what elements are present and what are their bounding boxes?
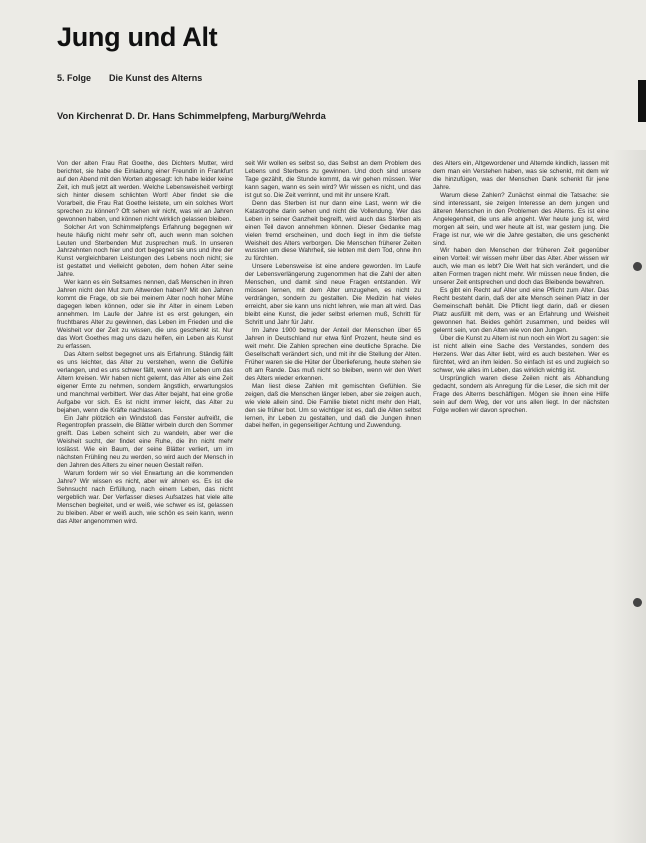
paragraph: des Alters ein, Altgewordener und Alternde kindlich, lassen mit dem man ein Verstehen haben, was sie schenkt, mit dem wir die hinzufügen, was der Menschen Dank schenkt für jene Jahre. — [433, 160, 609, 191]
article-title: Jung und Alt — [57, 22, 218, 52]
paragraph: Wir haben den Menschen der früheren Zeit gegenüber einen Vorteil: wir wissen mehr über das Alter. Aber wissen wir auch, wie man es lebt? Die Welt hat sich verändert, und die alten Formen tragen nicht mehr. Wir müssen neue finden, die unserer Zeit entsprechen und doch das Bleibende bewahren. — [433, 247, 609, 287]
text-column-3 — [433, 160, 609, 842]
paragraph: Das Altern selbst begegnet uns als Erfahrung. Ständig fällt es uns leichter, das Alter zu verstehen, wenn die Gefühle verlangen, und es uns schwer fällt, wenn wir im Leben um das Altern kreisen. Wir haben nicht gelernt, das Alter als eine Zeit eigener Ernte zu nehmen, sondern ängstlich, erwartungslos und manchmal verbittert. Wer das Alter bejaht, hat eine große Aufgabe vor sich. Es ist nicht immer leicht, das Alter zu bejahen, wenn die Kräfte nachlassen. — [57, 350, 233, 414]
text-column-2 — [245, 160, 421, 842]
author-byline: Von Kirchenrat D. Dr. Hans Schimmelpfeng, Marburg/Wehrda — [57, 111, 326, 121]
paragraph: Solcher Art von Schimmelpfengs Erfahrung begegnen wir heute häufig nicht mehr sehr oft, auch wenn man solchen Leuten und Sterbenden Mut zusprechen muß. In unseren Jahrzehnten noch hier und dort begegnet sie uns und ihre der Kunst vergleichbaren Leistungen des Lebens noch nicht; sie ist gestattet und vielleicht geboten, dem hohen Alter seine Jahre. — [57, 223, 233, 279]
paragraph: seit Wir wollen es selbst so, das Selbst an dem Problem des Lebens und Sterbens zu gewinnen. Und doch sind unsere Tage gezählt, die Stunde kommt, da wir gehen müssen. Wer kann sagen, wann es sein wird? Wir wissen es nicht, und das ist gut so. Die Zeit verrinnt, und mit ihr unsere Kraft. — [245, 160, 421, 199]
paragraph: Ein Jahr plötzlich ein Windstoß das Fenster aufreißt, die Regentropfen prasseln, die Blätter wirbeln durch den Sommer greift. Das Leben scheint sich zu wandeln, aber wer die Weisheit sucht, der findet eine Ruhe, die ihn nicht mehr loslässt. Wie ein Baum, der seine Blätter verliert, um im nächsten Frühling neu zu werden, so wird auch der Mensch in den Jahren des Alters zu einer neuen Gestalt reifen. — [57, 414, 233, 470]
paragraph: Unsere Lebensweise ist eine andere geworden. Im Laufe der Lebensverlängerung zugenommen hat die Zahl der alten Menschen, und damit sind neue Fragen entstanden. Wir müssen lernen, mit dem Alter umzugehen, es nicht zu verdrängen, sondern zu gestalten. Die Medizin hat vieles erreicht, aber sie kann uns nicht lehren, wie man alt wird. Das bleibt eine Kunst, die jeder selbst erlernen muß, Schritt für Schritt und Jahr für Jahr. — [245, 263, 421, 327]
series-number: 5. Folge — [57, 73, 92, 83]
paragraph: Über die Kunst zu Altern ist nun noch ein Wort zu sagen: sie ist nicht allein eine Sache des Verstandes, sondern des Herzens. Wer das Alter liebt, wird es auch bestehen. Wer es fürchtet, wird an ihm leiden. So einfach ist es und zugleich so schwer, wie alles im Leben, das wirklich wichtig ist. — [433, 334, 609, 374]
paragraph: Wer kann es ein Seltsames nennen, daß Menschen in ihren Jahren nicht den Mut zum Altwerden haben? Mit den Jahren kommt die Frage, ob sie bei meinem Alter noch hoher Mühe dagegen leben können, oder sie ihr Alter in einem Leben annehmen. Im Laufe der Jahre ist es erst gelungen, ein fruchtbares Alter zu gewinnen, das Leben im Frieden und die Weisheit vor der Zeit zu wissen, die uns geschenkt ist. Nur das Wort Goethes mag uns dazu helfen, ein Leben als Kunst zu erfassen. — [57, 279, 233, 350]
paragraph: Es gibt ein Recht auf Alter und eine Pflicht zum Alter. Das Recht besteht darin, daß der alte Mensch seinen Platz in der Gemeinschaft behält. Die Pflicht liegt darin, daß er diesen Platz ausfüllt mit dem, was er an Erfahrung und Weisheit gewonnen hat. Beides gehört zusammen, und beides will gelernt sein, von den Alten wie von den Jungen. — [433, 287, 609, 335]
paragraph: Denn das Sterben ist nur dann eine Last, wenn wir die Katastrophe darin sehen und nicht die Vollendung. Wer das Leben in seiner Ganzheit begreift, wird auch das Sterben als einen Teil davon annehmen können. Dieser Gedanke mag vielen fremd erscheinen, und doch liegt in ihm die tiefste Weisheit des Alters verborgen. Die Menschen früherer Zeiten wussten um diese Wahrheit, sie lebten mit dem Tod, ohne ihn zu fürchten. — [245, 199, 421, 263]
text-column-1 — [57, 160, 233, 842]
paragraph: Im Jahre 1900 betrug der Anteil der Menschen über 65 Jahren in Deutschland nur etwa fünf Prozent, heute sind es weit mehr. Die Zahlen sprechen eine deutliche Sprache. Die Gesellschaft verändert sich, und mit ihr die Stellung der Alten. Früher waren sie die Hüter der Überlieferung, heute stehen sie oft am Rande. Das muß nicht so bleiben, wenn wir den Wert des Alters wieder erkennen. — [245, 327, 421, 382]
paragraph: Warum diese Zahlen? Zunächst einmal die Tatsache: sie sind interessant, sie zeigen Interesse an dem jungen und älteren Menschen in den Problemen des Alterns. Es ist eine Angelegenheit, die uns alle angeht. Wer heute jung ist, wird morgen alt sein, und wer heute alt ist, war gestern jung. Die Frage ist nur, wie wir die Jahre gestalten, die uns geschenkt sind. — [433, 191, 609, 247]
paragraph: Ursprünglich waren diese Zeilen nicht als Abhandlung gedacht, sondern als Anregung für die Leser, die sich mit der Frage des Alterns beschäftigen. Mögen sie ihnen eine Hilfe sein auf dem Weg, der vor uns allen liegt. In der nächsten Folge wollen wir davon sprechen. — [433, 374, 609, 414]
edge-marker — [638, 80, 646, 122]
binding-hole — [633, 262, 642, 271]
series-title: Die Kunst des Alterns — [109, 73, 203, 83]
paragraph: Warum fordern wir so viel Erwartung an die kommenden Jahre? Wir wissen es nicht, aber wir ahnen es. Es ist die Sehnsucht nach Erfüllung, nach einem Leben, das nicht vergeblich war. Der Verfasser dieses Aufsatzes hat viele alte Menschen begleitet, und er weiß, wie schwer es ist, gelassen zu bleiben. Aber er weiß auch, wie schön es sein kann, wenn das Alter angenommen wird. — [57, 470, 233, 525]
binding-hole — [633, 598, 642, 607]
series-line — [57, 73, 202, 83]
page-curl-shadow — [612, 150, 646, 843]
paragraph: Von der alten Frau Rat Goethe, des Dichters Mutter, wird berichtet, sie habe die Einladung einer Freundin in Frankfurt auf den Abend mit den Worten abgesagt: Ich habe leider keine Zeit, ich muß jetzt alt werden. Welche Lebensweisheit verbirgt sich hinter diesem schlichten Wort! Aber findet sie die Vorarbeit, die Frau Rat Goethe leistete, um ein solches Wort sprechen zu können? Oft sehen wir nicht, was wir an Jahren gewonnen haben, und können nicht wirklich gelassen bleiben. — [57, 160, 233, 223]
paragraph: Man liest diese Zahlen mit gemischten Gefühlen. Sie zeigen, daß die Menschen länger leben, aber sie zeigen auch, wie viele allein sind. Die Familie bietet nicht mehr den Halt, den sie früher bot. Um so wichtiger ist es, daß die Alten selbst lernen, ihr Leben zu gestalten, und daß die Jungen ihnen dabei helfen, in gegenseitiger Achtung und Zuwendung. — [245, 382, 421, 430]
